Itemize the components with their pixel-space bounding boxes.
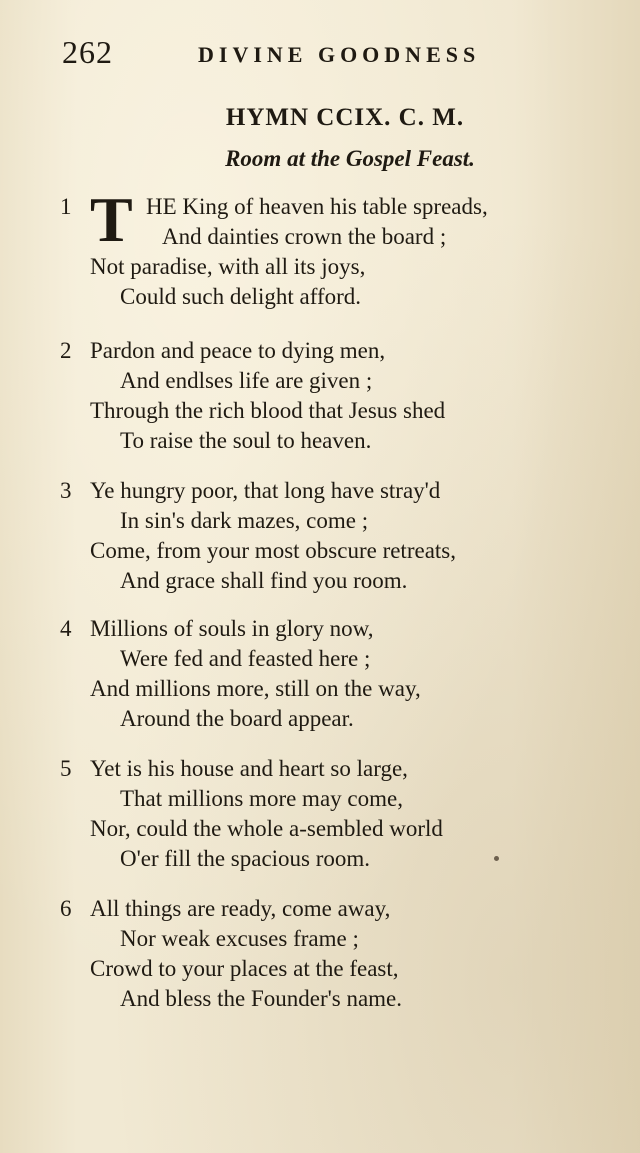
verse-line: And endlses life are given ; xyxy=(120,368,373,393)
verse-line: Nor weak excuses frame ; xyxy=(120,926,359,951)
running-title: DIVINE GOODNESS xyxy=(198,42,481,67)
verse-line: Could such delight afford. xyxy=(120,284,362,309)
stanza-number: 2 xyxy=(60,338,72,363)
drop-cap: T xyxy=(90,184,133,255)
stanza-number: 1 xyxy=(60,194,72,219)
stanza-number: 6 xyxy=(60,896,72,921)
verse-line: Pardon and peace to dying men, xyxy=(90,338,386,363)
hymn-title: HYMN CCIX. C. M. xyxy=(225,104,465,131)
verse-line: All things are ready, come away, xyxy=(90,896,391,921)
stanza-number: 3 xyxy=(60,478,72,503)
verse-line: Were fed and feasted here ; xyxy=(120,646,371,671)
stanza-2 xyxy=(60,336,620,456)
verse-line: That millions more may come, xyxy=(120,786,403,811)
verse-line: Come, from your most obscure retreats, xyxy=(90,538,456,563)
hymn-subtitle: Room at the Gospel Feast. xyxy=(225,146,475,171)
stanza-1 xyxy=(60,184,620,312)
verse-line: And millions more, still on the way, xyxy=(90,676,421,701)
stanza-number: 5 xyxy=(60,756,72,781)
running-head xyxy=(62,34,492,74)
verse-line: O'er fill the spacious room. xyxy=(120,846,371,871)
stanza-6 xyxy=(60,894,620,1014)
verse-line: Millions of souls in glory now, xyxy=(90,616,374,641)
verse-line: Around the board appear. xyxy=(120,706,354,731)
verse-line: Crowd to your places at the feast, xyxy=(90,956,399,981)
stanza-4 xyxy=(60,614,620,734)
verse-line: And grace shall find you room. xyxy=(120,568,408,593)
stanza-5 xyxy=(60,754,620,874)
verse-line: HE King of heaven his table spreads, xyxy=(146,194,488,219)
verse-line: Ye hungry poor, that long have stray'd xyxy=(90,478,441,503)
verse-line: And bless the Founder's name. xyxy=(120,986,403,1011)
verse-line: Yet is his house and heart so large, xyxy=(90,756,408,781)
verse-line: Not paradise, with all its joys, xyxy=(90,254,366,279)
ink-spot xyxy=(494,856,499,861)
verse-line: Through the rich blood that Jesus shed xyxy=(90,398,446,423)
stanza-number: 4 xyxy=(60,616,72,641)
verse-line: In sin's dark mazes, come ; xyxy=(120,508,369,533)
stanza-3 xyxy=(60,476,620,596)
page-number: 262 xyxy=(62,34,113,70)
verse-line: And dainties crown the board ; xyxy=(162,224,447,249)
verse-line: Nor, could the whole a-sembled world xyxy=(90,816,443,841)
verse-line: To raise the soul to heaven. xyxy=(120,428,372,453)
